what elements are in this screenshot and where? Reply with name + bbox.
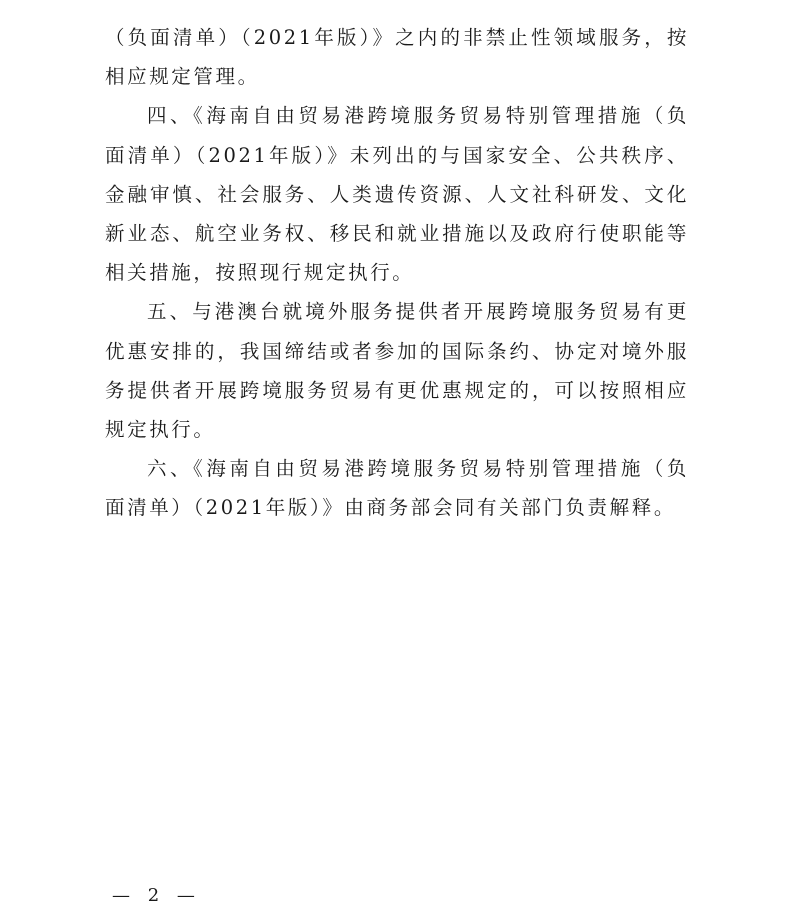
- paragraph-item-6: 六、《海南自由贸易港跨境服务贸易特别管理措施（负面清单）（2021年版）》由商务部会同有关部门负责解释。: [105, 457, 689, 520]
- page-number: — 2 —: [112, 885, 201, 906]
- paragraph-item-4: 四、《海南自由贸易港跨境服务贸易特别管理措施（负面清单）（2021年版）》未列出的与国家安全、公共秩序、金融审慎、社会服务、人类遗传资源、人文社科研发、文化新业态、航空业务权、移民和就业措施以及政府行使职能等相关措施，按照现行规定执行。: [105, 104, 689, 285]
- document-body: [105, 18, 689, 528]
- paragraph-continued: （负面清单）（2021年版）》之内的非禁止性领域服务，按相应规定管理。: [105, 26, 689, 89]
- paragraph-item-5: 五、与港澳台就境外服务提供者开展跨境服务贸易有更优惠安排的，我国缔结或者参加的国际条约、协定对境外服务提供者开展跨境服务贸易有更优惠规定的，可以按照相应规定执行。: [105, 300, 689, 442]
